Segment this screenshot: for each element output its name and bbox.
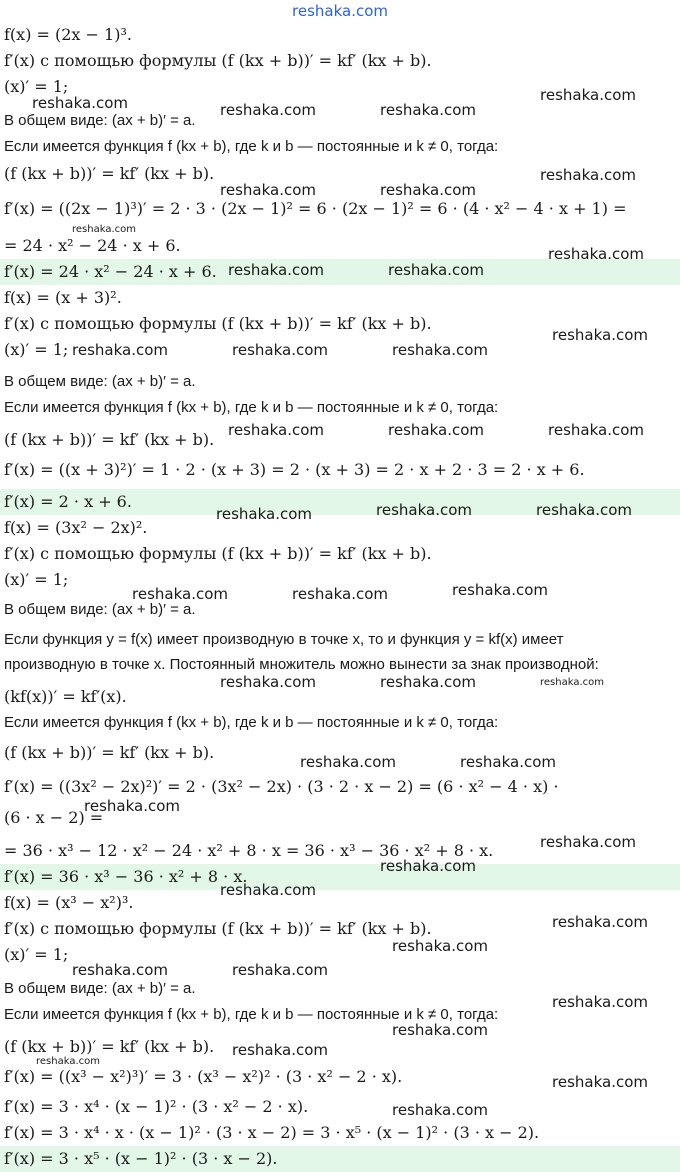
watermark: reshaka.com	[552, 1073, 648, 1091]
solution-line: = 36 · x³ − 12 · x² − 24 · x² + 8 · x = 36 · x³ − 36 · x² + 8 · x.	[4, 841, 494, 860]
watermark: reshaka.com	[380, 857, 476, 875]
solution-line: f(x) = (x + 3)².	[4, 288, 122, 307]
watermark: reshaka.com	[388, 261, 484, 279]
solution-line: f′(x) = ((2x − 1)³)′ = 2 · 3 · (2x − 1)² = 6 · (2x − 1)² = 6 · (4 · x² − 4 · x + 1) =	[4, 199, 627, 218]
solution-line: (x)′ = 1;	[4, 945, 69, 964]
solution-line: f′(x) = 3 · x⁴ · x · (x − 1)² · (3 · x − 2) = 3 · x⁵ · (x − 1)² · (3 · x − 2).	[4, 1123, 540, 1142]
watermark: reshaka.com	[220, 181, 316, 199]
watermark: reshaka.com	[232, 961, 328, 979]
watermark: reshaka.com	[552, 326, 648, 344]
watermark: reshaka.com	[552, 913, 648, 931]
solution-line: (x)′ = 1;	[4, 77, 69, 96]
answer-line: f′(x) = 2 · x + 6.	[0, 489, 680, 515]
watermark: reshaka.com	[36, 1056, 100, 1067]
solution-line: В общем виде: (ax + b)′ = a.	[4, 980, 196, 997]
watermark: reshaka.com	[540, 166, 636, 184]
watermark: reshaka.com	[72, 961, 168, 979]
watermark: reshaka.com	[300, 753, 396, 771]
solution-line: Если имеется функция f (kx + b), где k и b — постоянные и k ≠ 0, тогда:	[4, 714, 499, 731]
solution-line: f′(x) = 3 · x⁴ · (x − 1)² · (3 · x² − 2 · x).	[4, 1097, 309, 1116]
watermark: reshaka.com	[552, 993, 648, 1011]
watermark: reshaka.com	[540, 86, 636, 104]
watermark: reshaka.com	[220, 101, 316, 119]
solution-line: f(x) = (2x − 1)³.	[4, 25, 132, 44]
solution-line: (f (kx + b))′ = kf′ (kx + b).	[4, 1037, 215, 1056]
solution-line: (f (kx + b))′ = kf′ (kx + b).	[4, 164, 215, 183]
solution-line: производную в точке x. Постоянный множитель можно вынести за знак производной:	[4, 656, 599, 673]
solution-line: (x)′ = 1;	[4, 570, 69, 589]
watermark: reshaka.com	[380, 181, 476, 199]
watermark: reshaka.com	[232, 1041, 328, 1059]
site-header-link[interactable]: reshaka.com	[292, 2, 388, 20]
solution-line: (f (kx + b))′ = kf′ (kx + b).	[4, 743, 215, 762]
watermark: reshaka.com	[216, 505, 312, 523]
solution-line: f(x) = (x³ − x²)³.	[4, 893, 134, 912]
solution-line: f′(x) с помощью формулы (f (kx + b))′ = kf′ (kx + b).	[4, 544, 432, 563]
solution-line: В общем виде: (ax + b)′ = a.	[4, 373, 196, 390]
solution-line: В общем виде: (ax + b)′ = a.	[4, 601, 196, 618]
answer-line: f′(x) = 36 · x³ − 36 · x² + 8 · x.	[0, 864, 680, 890]
solution-line: f(x) = (3x² − 2x)².	[4, 518, 148, 537]
solution-line: Если имеется функция f (kx + b), где k и b — постоянные и k ≠ 0, тогда:	[4, 1006, 499, 1023]
solution-line: (x)′ = 1;	[4, 340, 69, 359]
solution-line: Если имеется функция f (kx + b), где k и b — постоянные и k ≠ 0, тогда:	[4, 138, 499, 155]
solution-line: Если функция y = f(x) имеет производную в точке x, то и функция y = kf(x) имеет	[4, 631, 564, 648]
watermark: reshaka.com	[232, 341, 328, 359]
watermark: reshaka.com	[548, 245, 644, 263]
watermark: reshaka.com	[540, 833, 636, 851]
watermark: reshaka.com	[392, 1021, 488, 1039]
watermark: reshaka.com	[72, 341, 168, 359]
solution-line: f′(x) с помощью формулы (f (kx + b))′ = kf′ (kx + b).	[4, 51, 432, 70]
watermark: reshaka.com	[292, 585, 388, 603]
watermark: reshaka.com	[228, 421, 324, 439]
answer-line: f′(x) = 24 · x² − 24 · x + 6.	[0, 259, 680, 285]
watermark: reshaka.com	[540, 677, 604, 688]
watermark: reshaka.com	[460, 753, 556, 771]
watermark: reshaka.com	[388, 421, 484, 439]
solution-line: (f (kx + b))′ = kf′ (kx + b).	[4, 430, 215, 449]
solution-line: f′(x) = ((x + 3)²)′ = 1 · 2 · (x + 3) = 2 · (x + 3) = 2 · x + 2 · 3 = 2 · x + 6.	[4, 460, 585, 479]
watermark: reshaka.com	[228, 261, 324, 279]
solution-line: f′(x) = ((x³ − x²)³)′ = 3 · (x³ − x²)² · (3 · x² − 2 · x).	[4, 1067, 403, 1086]
solution-line: В общем виде: (ax + b)′ = a.	[4, 112, 196, 129]
watermark: reshaka.com	[392, 1101, 488, 1119]
watermark: reshaka.com	[380, 673, 476, 691]
watermark: reshaka.com	[220, 673, 316, 691]
solution-line: = 24 · x² − 24 · x + 6.	[4, 236, 181, 255]
watermark: reshaka.com	[72, 224, 136, 235]
watermark: reshaka.com	[220, 881, 316, 899]
solution-line: f′(x) = ((3x² − 2x)²)′ = 2 · (3x² − 2x) · (3 · 2 · x − 2) = (6 · x² − 4 · x) ·	[4, 777, 559, 796]
watermark: reshaka.com	[32, 94, 128, 112]
solution-line: f′(x) с помощью формулы (f (kx + b))′ = kf′ (kx + b).	[4, 314, 432, 333]
watermark: reshaka.com	[84, 797, 180, 815]
watermark: reshaka.com	[392, 937, 488, 955]
watermark: reshaka.com	[536, 501, 632, 519]
watermark: reshaka.com	[376, 501, 472, 519]
answer-line: f′(x) = 3 · x⁵ · (x − 1)² · (3 · x − 2).	[0, 1146, 680, 1172]
watermark: reshaka.com	[380, 101, 476, 119]
watermark: reshaka.com	[392, 341, 488, 359]
watermark: reshaka.com	[452, 581, 548, 599]
solution-line: Если имеется функция f (kx + b), где k и b — постоянные и k ≠ 0, тогда:	[4, 399, 499, 416]
solution-line: f′(x) с помощью формулы (f (kx + b))′ = kf′ (kx + b).	[4, 919, 432, 938]
watermark: reshaka.com	[548, 421, 644, 439]
solution-line: (kf(x))′ = kf′(x).	[4, 687, 127, 706]
watermark: reshaka.com	[132, 585, 228, 603]
solution-line: (6 · x − 2) =	[4, 808, 104, 827]
